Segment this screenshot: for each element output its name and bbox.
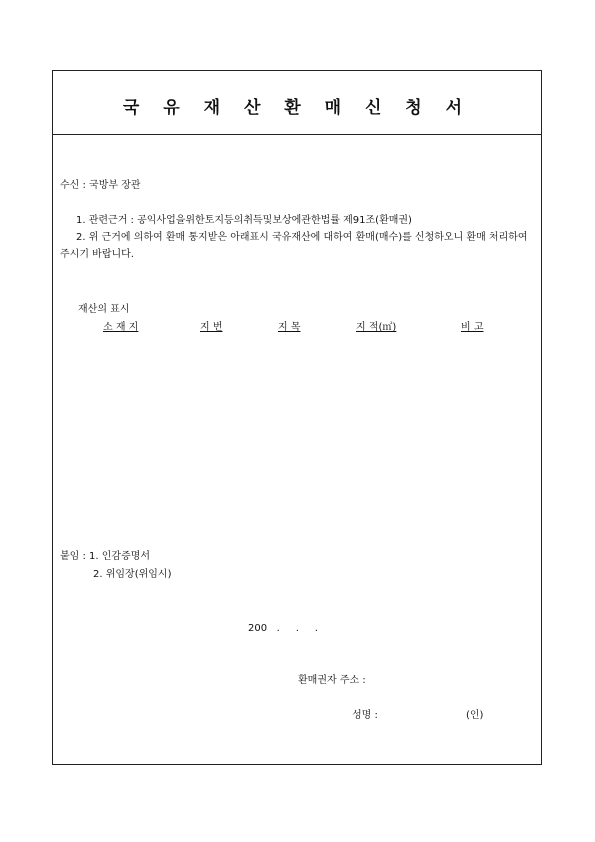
application-date: 200 . . . — [248, 623, 318, 634]
form-frame — [52, 70, 542, 765]
title-row — [53, 71, 541, 135]
column-lot-number: 지 번 — [200, 322, 223, 333]
column-remarks: 비 고 — [461, 322, 484, 333]
recipient-line: 수신 : 국방부 장관 — [60, 180, 141, 191]
column-location: 소 재 지 — [103, 322, 139, 333]
request-paragraph: 2. 위 근거에 의하여 환매 통지받은 아래표시 국유재산에 대하여 환매(매수)를 신청하오니 환매 처리하여 주시기 바랍니다. — [60, 232, 528, 260]
seal-mark: (인) — [466, 710, 484, 721]
attachment-2: 2. 위임장(위임시) — [93, 569, 172, 580]
applicant-name-label: 성명 : — [352, 710, 378, 721]
form-title: 국 유 재 산 환 매 신 청 서 — [122, 98, 472, 118]
related-basis-item: 1. 관련근거 : 공익사업을위한토지등의취득및보상에관한법률 제91조(환매권) — [76, 215, 412, 226]
property-heading: 재산의 표시 — [78, 304, 130, 315]
column-area: 지 적(㎡) — [356, 322, 397, 333]
attachment-1: 붙임 : 1. 인감증명서 — [60, 551, 151, 562]
applicant-address-label: 환매권자 주소 : — [298, 675, 366, 686]
column-land-category: 지 목 — [278, 322, 301, 333]
